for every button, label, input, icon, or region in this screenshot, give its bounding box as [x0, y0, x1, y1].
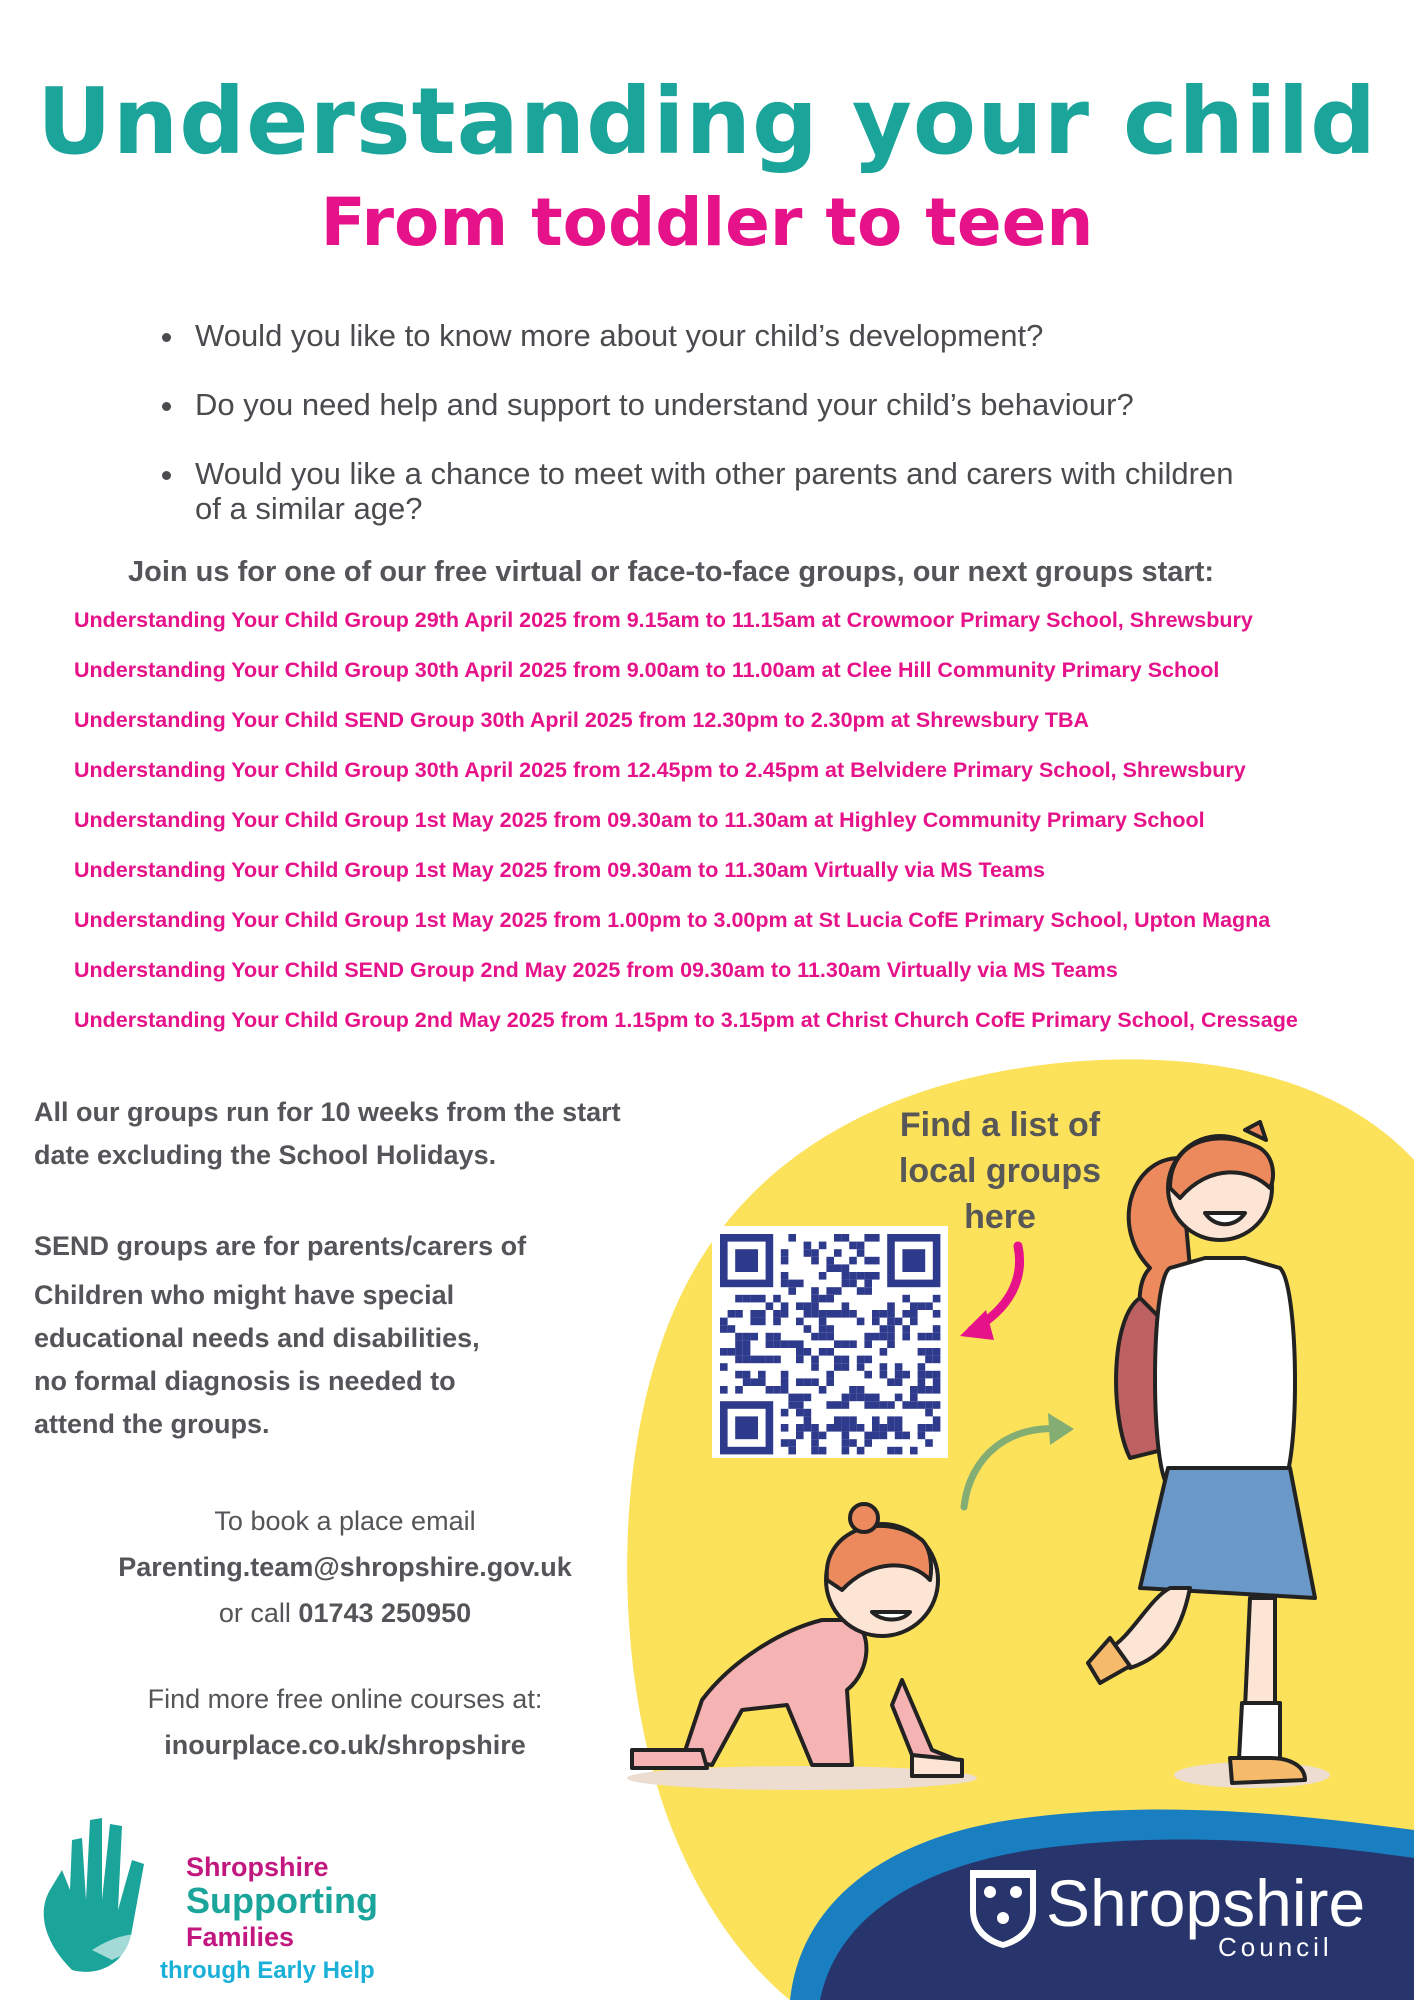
page-subtitle: From toddler to teen: [320, 184, 1094, 261]
council-name: Shropshire: [1046, 1866, 1366, 1940]
call-prefix: or call: [218, 1598, 299, 1628]
qr-caption-line: local groups: [898, 1152, 1102, 1190]
council-sub: Council: [1218, 1932, 1333, 1962]
group-item: Understanding Your Child Group 1st May 2025 from 09.30am to 11.30am at Highley Community Primary School: [74, 808, 1205, 832]
phone-number[interactable]: 01743 250950: [298, 1598, 472, 1628]
duration-line: date excluding the School Holidays.: [34, 1140, 497, 1170]
booking-info: [60, 1498, 630, 1636]
courses-info: [60, 1676, 630, 1768]
toddler-illustration: [612, 1500, 992, 1790]
send-line: Children who might have special: [34, 1280, 455, 1310]
send-line: SEND groups are for parents/carers of: [34, 1231, 527, 1261]
group-list: [74, 605, 1298, 1055]
ssf-logo-text: [160, 1852, 401, 1988]
email-link[interactable]: Parenting.team@shropshire.gov.uk: [118, 1552, 572, 1582]
ssf-line: Families: [186, 1922, 295, 1952]
ssf-line: Supporting: [186, 1880, 378, 1921]
teen-girl-illustration: [1070, 1118, 1370, 1788]
duration-text: [34, 1091, 621, 1177]
qr-code-icon[interactable]: [712, 1226, 948, 1458]
hand-logo-icon: [32, 1800, 192, 1980]
group-item: Understanding Your Child SEND Group 2nd May 2025 from 09.30am to 11.30am Virtually via MS Teams: [74, 958, 1118, 982]
group-item: Understanding Your Child Group 1st May 2025 from 09.30am to 11.30am Virtually via MS Teams: [74, 858, 1046, 882]
send-line: no formal diagnosis is needed to: [34, 1366, 456, 1396]
page-title: Understanding your child: [37, 68, 1377, 175]
courses-link[interactable]: inourplace.co.uk/shropshire: [164, 1730, 526, 1760]
qr-caption-line: Find a list of: [899, 1106, 1101, 1144]
group-item: Understanding Your Child SEND Group 30th April 2025 from 12.30pm to 2.30pm at Shrewsbury TBA: [74, 708, 1090, 732]
group-item: Understanding Your Child Group 1st May 2025 from 1.00pm to 3.00pm at St Lucia CofE Primary School, Upton Magna: [74, 908, 1271, 932]
send-text: [34, 1225, 526, 1446]
qr-caption-line: here: [964, 1198, 1036, 1236]
green-arrow-icon: [950, 1405, 1090, 1515]
pink-arrow-icon: [950, 1240, 1040, 1350]
question-item: Do you need help and support to understand your child’s behaviour?: [160, 387, 1290, 422]
ssf-line: Shropshire: [186, 1852, 329, 1882]
council-crest-icon: [966, 1866, 1040, 1950]
courses-line: Find more free online courses at:: [147, 1684, 543, 1714]
group-item: Understanding Your Child Group 29th April 2025 from 9.15am to 11.15am at Crowmoor Primary School, Shrewsbury: [74, 608, 1253, 632]
join-heading: Join us for one of our free virtual or face-to-face groups, our next groups start:: [128, 556, 1215, 588]
send-line: educational needs and disabilities,: [34, 1323, 480, 1353]
phone-line: [60, 1590, 630, 1636]
duration-line: All our groups run for 10 weeks from the start: [34, 1097, 621, 1127]
group-item: Understanding Your Child Group 30th April 2025 from 12.45pm to 2.45pm at Belvidere Primary School, Shrewsbury: [74, 758, 1246, 782]
ssf-line: through Early Help: [160, 1957, 375, 1984]
send-line: attend the groups.: [34, 1409, 270, 1439]
group-item: Understanding Your Child Group 30th April 2025 from 9.00am to 11.00am at Clee Hill Community Primary School: [74, 658, 1220, 682]
group-item: Understanding Your Child Group 2nd May 2025 from 1.15pm to 3.15pm at Christ Church CofE Primary School, Cressage: [74, 1008, 1298, 1032]
booking-line: To book a place email: [214, 1506, 476, 1536]
question-item: Would you like a chance to meet with other parents and carers with children of a similar age?: [160, 456, 1265, 526]
question-item: Would you like to know more about your child’s development?: [160, 318, 1290, 353]
question-list: [160, 318, 1290, 560]
